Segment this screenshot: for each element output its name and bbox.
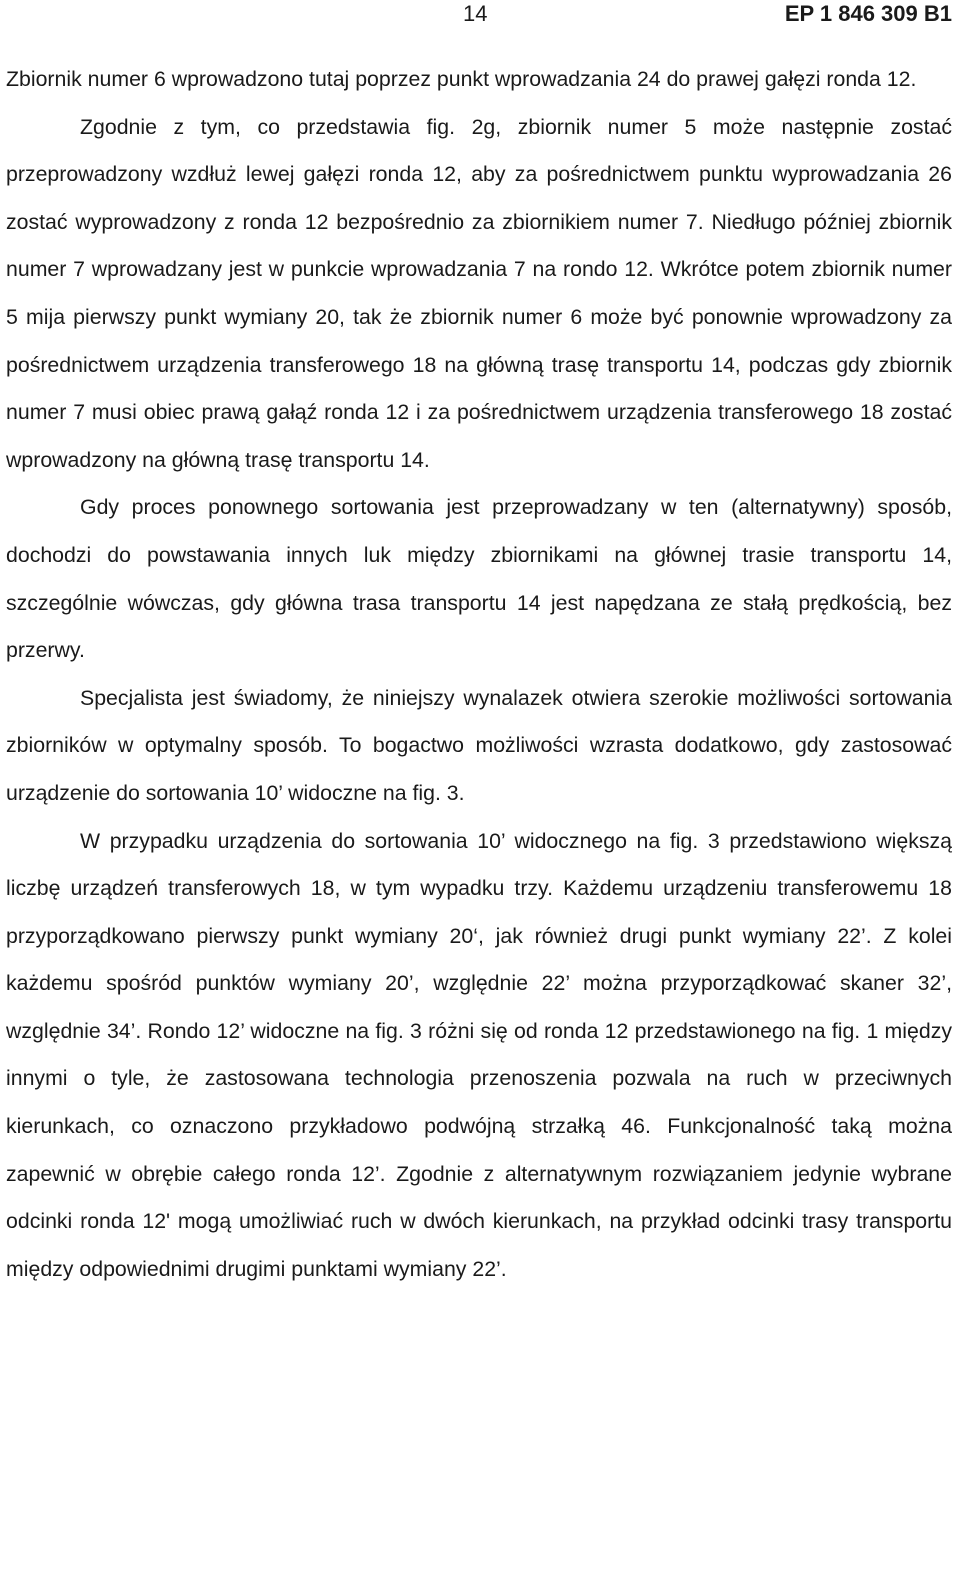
patent-number: EP 1 846 309 B1 (784, 1, 952, 26)
paragraph-2: Zgodnie z tym, co przedstawia fig. 2g, zbiornik numer 5 może następnie zostać przeprowadzony wzdłuż lewej gałęzi ronda 12, aby za pośrednictwem punktu wyprowadzania 26 zostać wyprowadzony z ronda 12 bezpośrednio za zbiornikiem numer 7. Niedługo później zbiornik numer 7 wprowadzany jest w punkcie wprowadzania 7 na rondo 12. Wkrótce potem zbiornik numer 5 mija pierwszy punkt wymiany 20, tak że zbiornik numer 6 może być ponownie wprowadzony za pośrednictwem urządzenia transferowego 18 na główną trasę transportu 14, podczas gdy zbiornik numer 7 musi obiec prawą gałąź ronda 12 i za pośrednictwem urządzenia transferowego 18 zostać wprowadzony na główną trasę transportu 14. (6, 114, 952, 472)
paragraph-3: Gdy proces ponownego sortowania jest przeprowadzany w ten (alternatywny) sposób, dochodzi do powstawania innych luk między zbiornikami na głównej trasie transportu 14, szczególnie wówczas, gdy główna trasa transportu 14 jest napędzana ze stałą prędkością, bez przerwy. (6, 495, 952, 663)
paragraph-1: Zbiornik numer 6 wprowadzono tutaj poprzez punkt wprowadzania 24 do prawej gałęzi ronda 12. (6, 67, 917, 91)
paragraph-4: Specjalista jest świadomy, że niniejszy wynalazek otwiera szerokie możliwości sortowania zbiorników w optymalny sposób. To bogactwo możliwości wzrasta dodatkowo, gdy zastosować urządzenie do sortowania 10’ widoczne na fig. 3. (6, 685, 952, 805)
paragraph-5: W przypadku urządzenia do sortowania 10’ widocznego na fig. 3 przedstawiono większą liczbę urządzeń transferowych 18, w tym wypadku trzy. Każdemu urządzeniu transferowemu 18 przyporządkowano pierwszy punkt wymiany 20‘, jak również drugi punkt wymiany 22’. Z kolei każdemu spośród punktów wymiany 20’, względnie 22’ można przyporządkować skaner 32’, względnie 34’. Rondo 12’ widoczne na fig. 3 różni się od ronda 12 przedstawionego na fig. 1 między innymi o tyle, że zastosowana technologia przenoszenia pozwala na ruch w przeciwnych kierunkach, co oznaczono przykładowo podwójną strzałką 46. Funkcjonalność taką można zapewnić w obrębie całego ronda 12’. Zgodnie z alternatywnym rozwiązaniem jedynie wybrane odcinki ronda 12' mogą umożliwiać ruch w dwóch kierunkach, na przykład odcinki trasy transportu między odpowiednimi drugimi punktami wymiany 22’. (6, 828, 952, 1281)
page-number: 14 (463, 1, 488, 26)
body-text (6, 56, 952, 1293)
